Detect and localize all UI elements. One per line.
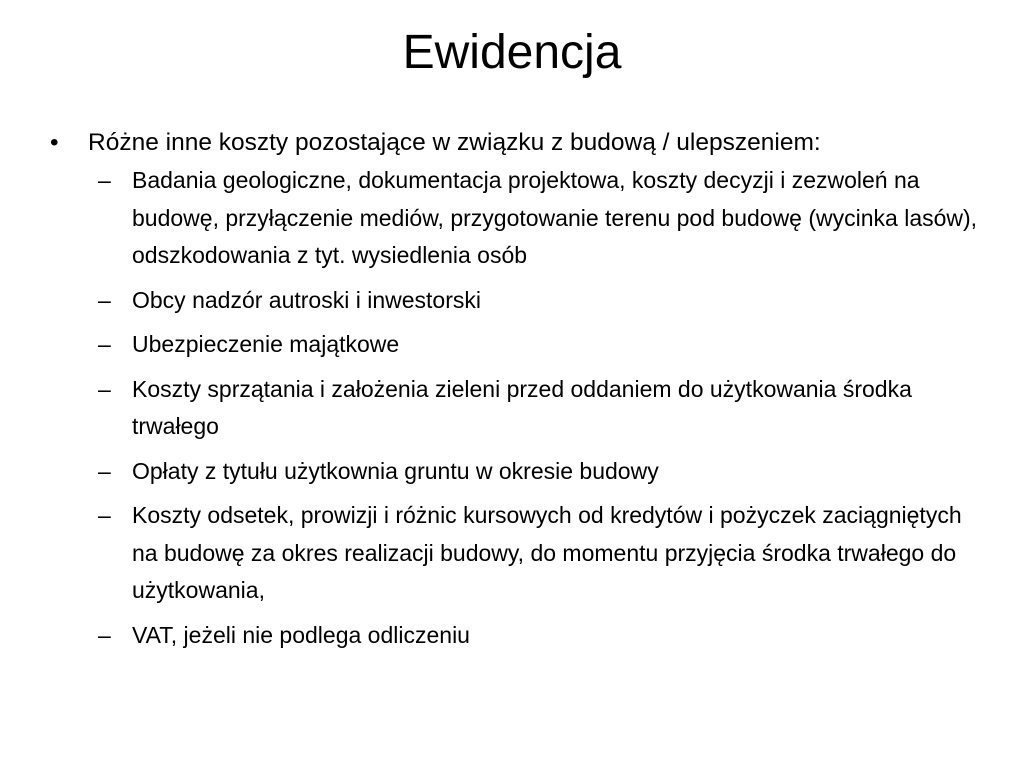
dash-marker: –	[98, 502, 111, 528]
dash-marker: –	[98, 621, 111, 648]
sub-item-text: Koszty odsetek, prowizji i różnic kursowych od kredytów i pożyczek zaciągniętych na budowę za okres realizacji budowy, do momentu przyjęcia środka trwałego do użytkowania,	[132, 502, 962, 603]
sub-item	[98, 453, 990, 491]
dash-marker: –	[98, 286, 111, 313]
sub-item	[98, 162, 990, 275]
bullet-text: Różne inne koszty pozostające w związku z budową / ulepszeniem:	[88, 129, 821, 156]
dash-marker: –	[98, 457, 111, 484]
sub-item-text: VAT, jeżeli nie podlega odliczeniu	[132, 621, 470, 648]
bullet-marker: •	[50, 129, 59, 156]
sub-item	[98, 617, 990, 655]
slide-title: Ewidencja	[402, 26, 622, 79]
sub-item	[98, 282, 990, 320]
sub-item-text: Ubezpieczenie majątkowe	[132, 331, 400, 357]
sub-list	[98, 162, 990, 654]
sub-item-text: Koszty sprzątania i założenia zieleni przed oddaniem do użytkowania środka trwałego	[132, 375, 912, 439]
sub-item-text: Obcy nadzór autroski i inwestorski	[132, 286, 481, 313]
bullet-item	[50, 124, 990, 162]
dash-marker: –	[98, 331, 111, 357]
sub-item	[98, 497, 990, 610]
dash-marker: –	[98, 375, 111, 402]
sub-item-text: Badania geologiczne, dokumentacja projektowa, koszty decyzji i zezwoleń na budowę, przyłączenie mediów, przygotowanie terenu pod budowę (wycinka lasów), odszkodowania z tyt. wysiedlenia osób	[132, 167, 978, 268]
sub-item	[98, 326, 990, 364]
sub-item-text: Opłaty z tytułu użytkownia gruntu w okresie budowy	[132, 457, 659, 484]
sub-item	[98, 371, 990, 446]
dash-marker: –	[98, 167, 111, 193]
slide-content	[50, 124, 990, 654]
